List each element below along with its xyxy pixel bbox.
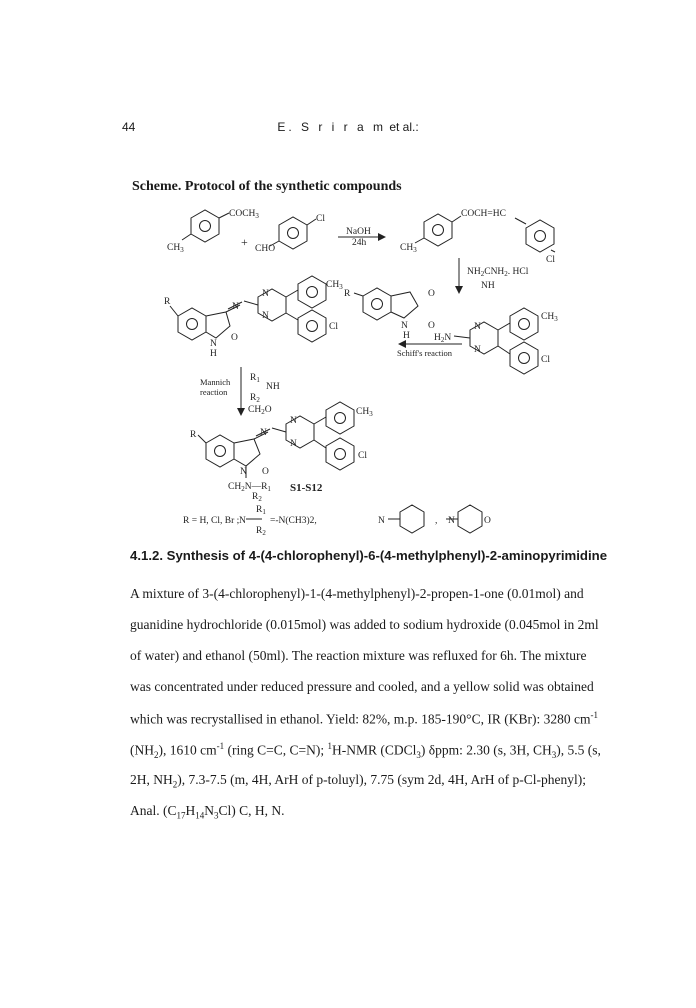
paragraph-line-2: guanidine hydrochloride (0.015mol) was added to sodium hydroxide (0.045mol in 2ml bbox=[130, 617, 599, 632]
running-head-author: E. S r i r a m bbox=[277, 120, 386, 134]
benzene-ring-tolyl-product bbox=[326, 402, 354, 434]
label-o-b1: O bbox=[428, 289, 435, 299]
benzene-ring-chlorophenyl-product bbox=[326, 438, 354, 470]
label-reaction: reaction bbox=[200, 387, 228, 397]
label-n-ring-a2: N bbox=[262, 311, 269, 321]
paragraph-line-8: Anal. $(C_{17}H_{14}N_3Cl)$ C, H, N. bbox=[130, 803, 285, 821]
label-n-piperidine: N bbox=[378, 516, 385, 526]
label-schiff: Schiff's reaction bbox=[397, 348, 452, 358]
label-n-imine-a: N bbox=[232, 302, 239, 312]
label-o-c: O bbox=[262, 467, 269, 477]
label-amine-nh: NH bbox=[266, 382, 280, 392]
benzene-ring-chalcone-a bbox=[424, 214, 452, 246]
benzene-ring-chlorophenyl-left bbox=[298, 310, 326, 342]
paragraph-line-7: 2H, $NH_2$), 7.3-7.5 (m, 4H, ArH of p-toluyl), 7.75 (sym 2d, 4H, ArH of p-Cl-phenyl); bbox=[130, 772, 586, 790]
label-ch3-b: $CH_3$ bbox=[400, 243, 417, 254]
label-n-ring-c2: N bbox=[290, 439, 297, 449]
paragraph-line-4: was concentrated under reduced pressure and cooled, and a yellow solid was obtained bbox=[130, 679, 594, 694]
page-number: 44 bbox=[122, 120, 136, 134]
label-n-indole-c: N bbox=[240, 467, 247, 477]
morpholine-ring bbox=[458, 505, 482, 533]
benzene-ring-chalcone-b bbox=[526, 220, 554, 252]
label-amine-r2: $R_2$ bbox=[250, 393, 260, 404]
label-chalcone-group: COCH=HC bbox=[461, 209, 506, 219]
label-24h: 24h bbox=[352, 238, 367, 248]
label-ch3-a: $CH_3$ bbox=[167, 243, 184, 254]
label-n-imine-c: N bbox=[260, 428, 267, 438]
paragraph-line-1: A mixture of 3-(4-chlorophenyl)-1-(4-methylphenyl)-2-propen-1-one (0.01mol) and bbox=[130, 586, 584, 601]
label-dimethylamino: =-N(CH3)2, bbox=[270, 516, 317, 526]
label-guanidine: $NH_2CNH_2$. HCl bbox=[467, 267, 529, 278]
plus-sign: + bbox=[241, 235, 248, 249]
label-cl-b: Cl bbox=[546, 255, 555, 265]
label-r-b: R bbox=[344, 289, 351, 299]
label-def-r1: $R_1$ bbox=[256, 505, 266, 516]
label-o-b2: O bbox=[428, 321, 435, 331]
label-r-c: R bbox=[190, 430, 197, 440]
label-n-indole-a: N bbox=[210, 339, 217, 349]
label-h2n: $H_2N$ bbox=[434, 333, 452, 344]
label-n-ring-b1: N bbox=[474, 322, 481, 332]
label-naoh: NaOH bbox=[346, 227, 371, 237]
label-o-a: O bbox=[231, 333, 238, 343]
benzene-ring-acetophenone bbox=[191, 210, 219, 242]
label-cl-a: Cl bbox=[316, 214, 325, 224]
piperidine-ring bbox=[400, 505, 424, 533]
label-n-def: N bbox=[239, 516, 246, 526]
paragraph-line-6: $(NH_2)$, 1610 $cm^{-1}$ (ring C=C, C=N); $^1$H-NMR (CDCl$_3$) δppm: 2.30 (s, 3H, $CH_3$), 5.5 (s, bbox=[130, 741, 601, 761]
label-cho: CHO bbox=[255, 244, 276, 254]
paragraph-line-3: of water) and ethanol (50ml). The reaction mixture was refluxed for 6h. The mixture bbox=[130, 648, 587, 663]
label-ch3-d: $CH_3$ bbox=[541, 312, 558, 323]
label-o-morpholine: O bbox=[484, 516, 491, 526]
benzene-ring-aldehyde bbox=[279, 217, 307, 249]
label-n-isatin: N bbox=[401, 321, 408, 331]
benzene-ring-tolyl-left bbox=[298, 276, 326, 308]
label-h-isatin: H bbox=[403, 331, 410, 341]
label-ch2n: $CH_2N—R_1$ bbox=[228, 482, 271, 493]
running-head-suffix: et al.: bbox=[386, 120, 419, 134]
isatin-core-product bbox=[206, 435, 260, 467]
label-mannich: Mannich bbox=[200, 377, 231, 387]
isatin-ring-right bbox=[363, 288, 418, 320]
isatin-core-left bbox=[178, 308, 230, 340]
label-n-ring-b2: N bbox=[474, 345, 481, 355]
label-h-indole-a: H bbox=[210, 349, 217, 359]
label-ch3-c: $CH_3$ bbox=[326, 280, 343, 291]
product-code: S1-S12 bbox=[290, 482, 323, 494]
label-coch3: $COCH_3$ bbox=[229, 209, 259, 220]
label-cl-d: Cl bbox=[541, 355, 550, 365]
label-comma-b: , bbox=[435, 516, 438, 526]
label-ch3-e: $CH_3$ bbox=[356, 407, 373, 418]
label-imine-nh: NH bbox=[481, 281, 495, 291]
scheme-title: Scheme. Protocol of the synthetic compounds bbox=[132, 179, 402, 194]
label-cl-e: Cl bbox=[358, 451, 367, 461]
label-r-a: R bbox=[164, 297, 171, 307]
label-r-definition: R = H, Cl, Br ; bbox=[183, 516, 240, 526]
label-r2-product: $R_2$ bbox=[252, 492, 262, 503]
label-ch2o: $CH_2O$ bbox=[248, 405, 272, 416]
paragraph-line-5: which was recrystallised in ethanol. Yield: 82%, m.p. 185-190°C, IR (KBr): 3280 $cm^{-1}$ bbox=[130, 710, 598, 727]
benzene-ring-chlorophenyl-right bbox=[510, 342, 538, 374]
label-n-ring-a1: N bbox=[262, 289, 269, 299]
label-cl-c: Cl bbox=[329, 322, 338, 332]
benzene-ring-tolyl-right bbox=[510, 308, 538, 340]
label-amine-r1: $R_1$ bbox=[250, 373, 260, 384]
section-heading: 4.1.2. Synthesis of 4-(4-chlorophenyl)-6-(4-methylphenyl)-2-aminopyrimidine bbox=[130, 548, 608, 563]
label-n-ring-c1: N bbox=[290, 416, 297, 426]
label-n-morpholine: N bbox=[448, 516, 455, 526]
label-def-r2: $R_2$ bbox=[256, 526, 266, 537]
